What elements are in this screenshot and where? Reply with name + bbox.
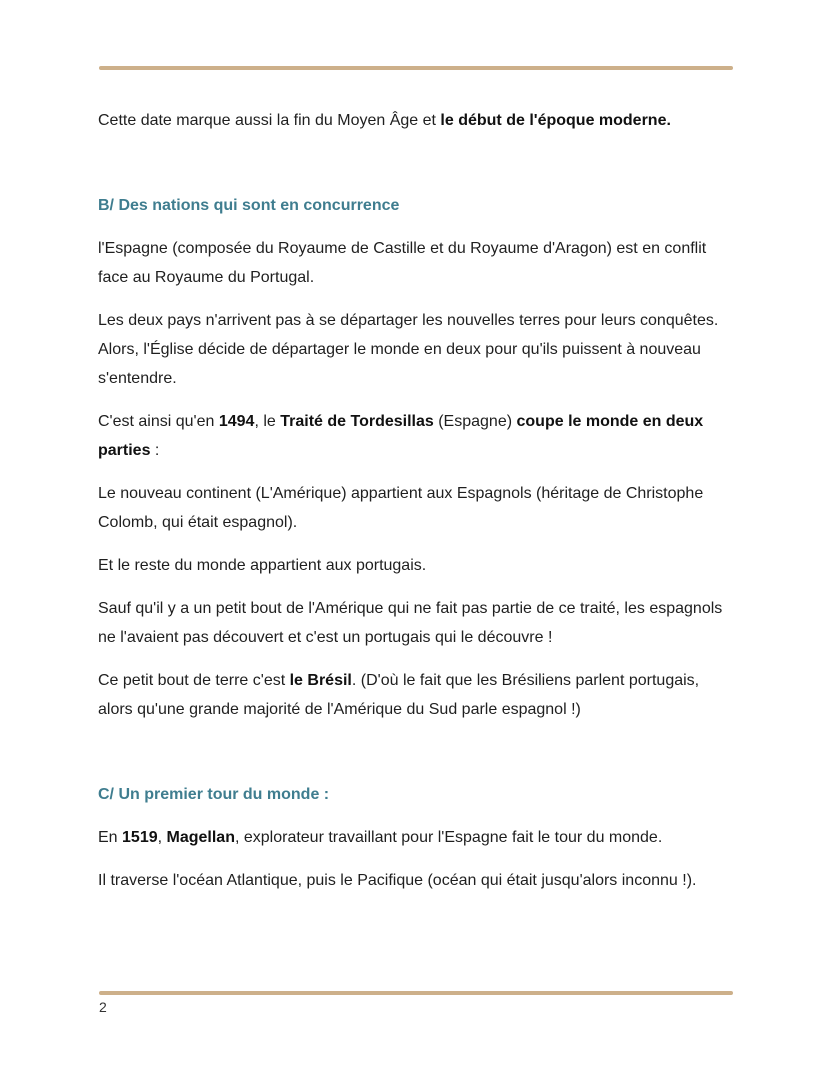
paragraph: Cette date marque aussi la fin du Moyen Âge et le début de l'époque moderne.	[98, 112, 671, 129]
paragraph: l'Espagne (composée du Royaume de Castille et du Royaume d'Aragon) est en conflit face au Royaume du Portugal.	[98, 240, 707, 286]
paragraph: Il traverse l'océan Atlantique, puis le Pacifique (océan qui était jusqu'alors inconnu !).	[98, 872, 697, 889]
paragraph: Les deux pays n'arrivent pas à se départager les nouvelles terres pour leurs conquêtes. Alors, l'Église décide de départager le monde en deux pour qu'ils puissent à nouveau s'entendre.	[98, 312, 719, 387]
paragraph: Ce petit bout de terre c'est le Brésil. (D'où le fait que les Brésiliens parlent portugais, alors qu'une grande majorité de l'Amérique du Sud parle espagnol !)	[98, 672, 700, 718]
paragraph: Le nouveau continent (L'Amérique) appartient aux Espagnols (héritage de Christophe Colomb, qui était espagnol).	[98, 485, 704, 531]
document-body	[98, 106, 738, 909]
paragraph: Et le reste du monde appartient aux portugais.	[98, 557, 427, 574]
section-b-heading: B/ Des nations qui sont en concurrence	[98, 197, 400, 214]
bottom-divider	[99, 991, 733, 995]
page-number: 2	[99, 999, 107, 1015]
section-c-heading: C/ Un premier tour du monde :	[98, 786, 330, 803]
paragraph: C'est ainsi qu'en 1494, le Traité de Tordesillas (Espagne) coupe le monde en deux parties :	[98, 413, 704, 459]
paragraph: En 1519, Magellan, explorateur travaillant pour l'Espagne fait le tour du monde.	[98, 829, 663, 846]
top-divider	[99, 66, 733, 70]
paragraph: Sauf qu'il y a un petit bout de l'Amérique qui ne fait pas partie de ce traité, les espagnols ne l'avaient pas découvert et c'est un portugais qui le découvre !	[98, 600, 723, 646]
